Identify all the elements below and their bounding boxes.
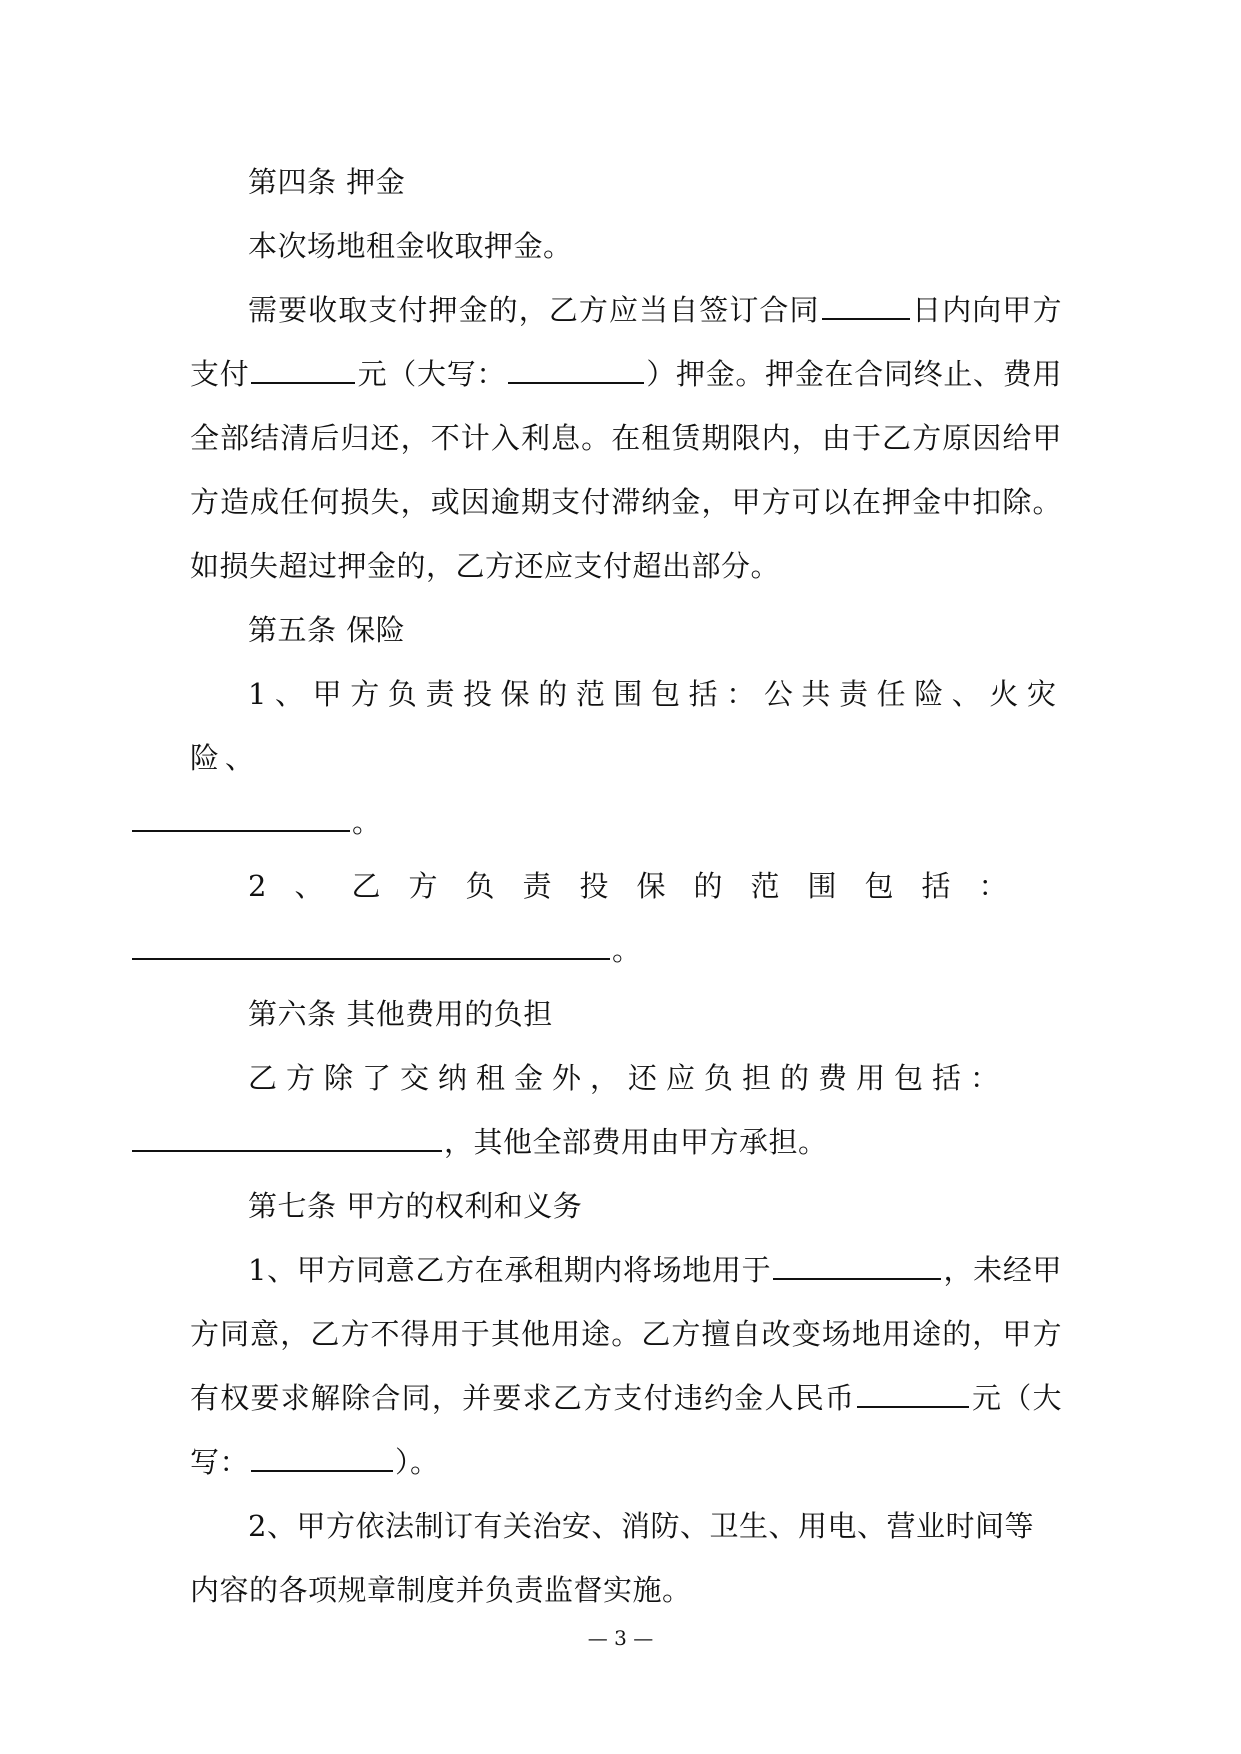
article-4-title: 第四条 押金 — [248, 165, 406, 199]
deposit-amount-words-blank — [508, 356, 644, 384]
penalty-amount-words-blank — [251, 1444, 393, 1472]
site-usage-blank — [773, 1252, 941, 1280]
article-6-paragraph-1 — [190, 1046, 1062, 1174]
article-5-item-1-end: 。 — [352, 805, 382, 839]
article-5-item-1-text: 1、甲方负责投保的范围包括：公共责任险、火灾险、 — [190, 677, 1062, 775]
article-4-text-c: 元（大写： — [357, 357, 507, 391]
article-4-text-d: ）押金。押金在合同终止、费用全部结清后归还，不计入利息。在租赁期限内，由于乙方原因给甲方造成任何损失，或因逾期支付滞纳金，甲方可以在押金中扣除。如损失超过押金的，乙方还应支付超出部分。 — [190, 357, 1062, 583]
article-5-title: 第五条 保险 — [248, 613, 406, 647]
article-7-item-1-text-c: 元（大写： — [190, 1381, 1062, 1479]
article-4-paragraph-1: 本次场地租金收取押金。 — [248, 229, 573, 263]
article-7-item-1-text-b: ，未经甲方同意，乙方不得用于其他用途。乙方擅自改变场地用途的，甲方有权要求解除合同，并要求乙方支付违约金人民币 — [190, 1253, 1062, 1415]
article-7-item-1-text-d: ）。 — [395, 1445, 440, 1479]
article-4-text-a: 需要收取支付押金的，乙方应当自签订合同 — [248, 293, 820, 327]
article-7-title: 第七条 甲方的权利和义务 — [248, 1189, 583, 1223]
penalty-amount-blank — [857, 1380, 969, 1408]
article-4-text-b: 日内向甲方支付 — [190, 293, 1062, 391]
article-5-item-2-end: 。 — [612, 933, 642, 967]
other-fees-blank — [132, 1124, 442, 1152]
deposit-amount-blank — [251, 356, 355, 384]
article-6-text-b: ，其他全部费用由甲方承担。 — [444, 1125, 828, 1159]
article-6-text-a: 乙方除了交纳租金外，还应负担的费用包括： — [248, 1061, 1009, 1095]
article-7-item-2: 2、甲方依法制订有关治安、消防、卫生、用电、营业时间等内容的各项规章制度并负责监督实施。 — [190, 1509, 1034, 1607]
insurance-party-a-blank — [132, 804, 350, 832]
article-5-item-2 — [190, 854, 1062, 982]
insurance-party-b-blank — [132, 932, 610, 960]
article-7-item-1 — [190, 1238, 1062, 1494]
article-7-item-1-text-a: 1、甲方同意乙方在承租期内将场地用于 — [248, 1253, 772, 1287]
article-6-title: 第六条 其他费用的负担 — [248, 997, 553, 1031]
deposit-days-blank — [822, 292, 910, 320]
article-5-item-2-text: 2、乙方负责投保的范围包括： — [248, 869, 1036, 903]
article-4-paragraph-2 — [190, 278, 1062, 598]
document-page — [190, 150, 1062, 1622]
page-number: — 3 — — [587, 1626, 654, 1650]
article-5-item-1 — [190, 662, 1062, 854]
